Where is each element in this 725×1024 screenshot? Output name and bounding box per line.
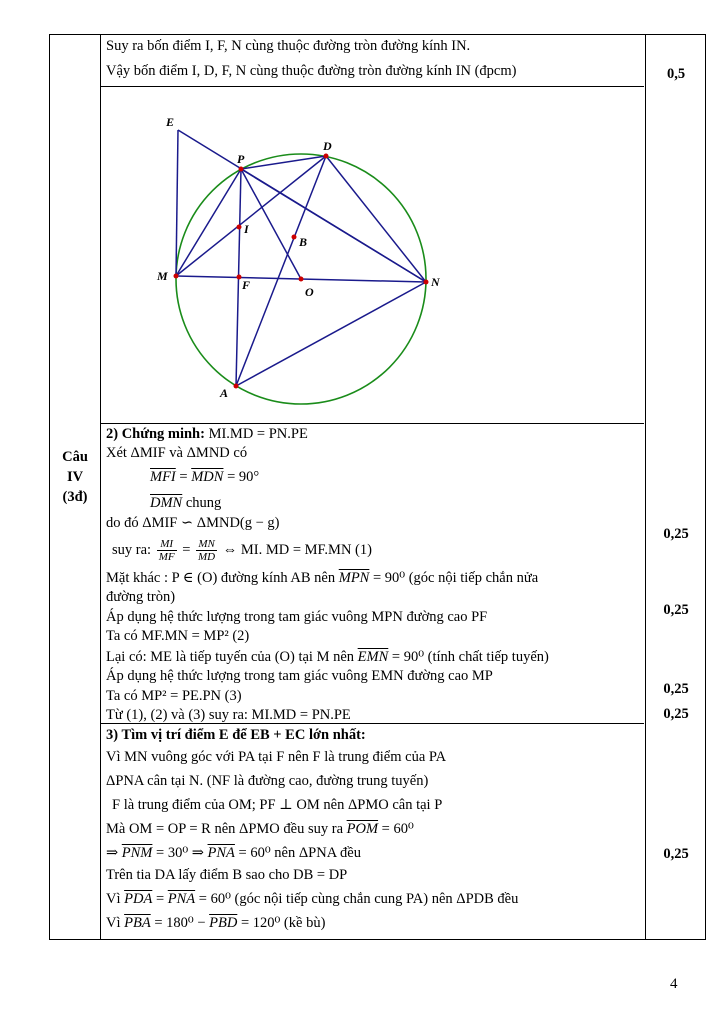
- question-label-3: (3đ): [62, 489, 88, 505]
- part2-score-1: 0,25: [663, 526, 689, 542]
- point-m: [174, 274, 179, 279]
- label-b: B: [299, 235, 308, 249]
- point-n: [424, 280, 429, 285]
- segment-mp: [176, 169, 241, 276]
- label-e: E: [166, 115, 175, 129]
- part3-line9: Vì $\overline{PBA} = 180^0 - \overline{PBD} = 120^0$ (kề bù): [106, 915, 326, 931]
- part2-line9: Áp dụng hệ thức lượng trong tam giác vuông MPN đường cao PF: [106, 609, 488, 625]
- row1-score: 0,5: [666, 66, 686, 82]
- part2-line14: Từ (1), (2) và (3) suy ra: MI.MD = PN.PE: [106, 707, 351, 723]
- part3-line3: ΔPNA cân tại N. (NF là đường cao, đường trung tuyến): [106, 773, 429, 789]
- question-label-2: IV: [66, 469, 84, 485]
- point-o: [299, 277, 304, 282]
- segment-po: [241, 169, 301, 279]
- label-p: P: [237, 152, 245, 166]
- label-n: N: [431, 275, 440, 289]
- point-b: [292, 235, 297, 240]
- part2-line7: Mặt khác : P ∈ (O) đường kính AB nên $\overline{MPN} = 90^0$ (góc nội tiếp chắn nửa: [106, 570, 539, 586]
- part3-line7: Trên tia DA lấy điểm B sao cho DB = DP: [106, 867, 348, 883]
- part2-line4: $\overline{DMN}$ chung: [150, 495, 222, 511]
- point-f: [237, 275, 242, 280]
- row1-line1: Suy ra bốn điểm I, F, N cùng thuộc đường tròn đường kính IN.: [106, 38, 471, 54]
- label-d: D: [323, 139, 332, 153]
- row-divider-2: [100, 423, 644, 424]
- label-i: I: [244, 222, 249, 236]
- part3-line5: Mà OM = OP = R nên ΔPMO đều suy ra $\overline{POM} = 60^0$: [106, 821, 414, 837]
- part2-score-3: 0,25: [663, 681, 689, 697]
- part2-heading: 2) Chứng minh: MI.MD = PN.PE: [106, 426, 308, 442]
- label-o: O: [305, 285, 314, 299]
- label-f: F: [242, 278, 251, 292]
- point-d: [324, 154, 329, 159]
- point-p: [239, 167, 244, 172]
- part2-line2: Xét ΔMIF và ΔMND có: [106, 445, 248, 461]
- segment-an: [236, 282, 426, 386]
- geometry-figure: [150, 112, 480, 412]
- part2-line12: Áp dụng hệ thức lượng trong tam giác vuông EMN đường cao MP: [106, 668, 493, 684]
- part3-line8: Vì $\overline{PDA} = \overline{PNA} = 60^0$ (góc nội tiếp cùng chắn cung PA) nên ΔPDB đều: [106, 891, 519, 907]
- label-m: M: [157, 269, 168, 283]
- part2-line11: Lại có: ME là tiếp tuyến của (O) tại M nên $\overline{EMN} = 90^0$ (tính chất tiếp tuyến): [106, 649, 549, 665]
- part3-heading: 3) Tìm vị trí điểm E để EB + EC lớn nhất:: [106, 727, 366, 743]
- row-divider-1: [100, 86, 644, 87]
- part3-line2: Vì MN vuông góc với PA tại F nên F là trung điểm của PA: [106, 749, 447, 765]
- part3-line4: F là trung điểm của OM; PF ⊥ OM nên ΔPMO cân tại P: [112, 797, 443, 813]
- label-a: A: [220, 386, 229, 400]
- part2-line5: do đó ΔMIF ∽ ΔMND(g − g): [106, 515, 280, 531]
- point-a: [234, 384, 239, 389]
- part2-score-2: 0,25: [663, 602, 689, 618]
- part2-line13: Ta có MP² = PE.PN (3): [106, 688, 242, 704]
- part2-line3: $\overline{MFI} = \overline{MDN} = 90^\circ$: [150, 469, 260, 485]
- column-divider-1: [100, 35, 101, 939]
- part3-line6: ⇒ $\overline{PNM} = 30^0$ ⇒ $\overline{PNA} = 60^0$ nên ΔPNA đều: [106, 845, 361, 861]
- part3-score: 0,25: [663, 846, 689, 862]
- segment-da: [236, 156, 326, 386]
- part2-line6: suy ra: $\frac{MI}{MF}$ = $\frac{MN}{MD}$ ⇔ MI. MD = MF.MN (1): [112, 538, 372, 563]
- row1-line2: Vậy bốn điểm I, D, F, N cùng thuộc đường tròn đường kính IN (đpcm): [106, 63, 517, 79]
- segment-pn: [241, 169, 426, 282]
- question-label-1: Câu: [62, 449, 88, 465]
- column-divider-2: [645, 35, 646, 939]
- part2-line8: đường tròn): [106, 589, 176, 605]
- point-i: [237, 225, 242, 230]
- page-number: 4: [670, 976, 678, 992]
- part2-line10: Ta có MF.MN = MP² (2): [106, 628, 250, 644]
- part2-score-4: 0,25: [663, 706, 689, 722]
